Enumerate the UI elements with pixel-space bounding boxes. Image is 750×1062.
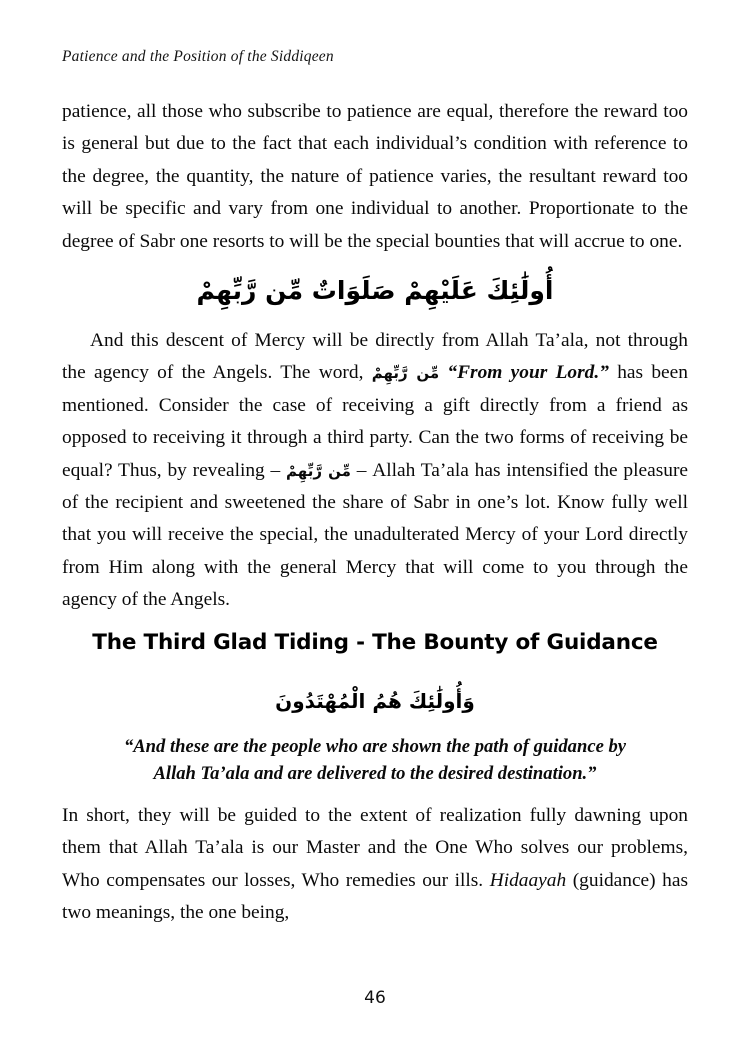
paragraph-tail-text: – Allah Ta’ala has intensified the pleasure of the recipient and sweetened the share of Sabr in one’s lot. Know fully well that you will receive the special, the unadulterated Mercy of your Lord directly from Him along with the general Mercy that will come to you through the agency of the Angels.: [62, 459, 689, 611]
verse-translation-block: [62, 733, 688, 787]
gloss-from-your-lord: “From your Lord.”: [447, 362, 609, 384]
verse-translation-line-2: Allah Ta’ala and are delivered to the desired destination.”: [153, 763, 597, 784]
closing-text-part-1: In short, they will be guided to the extent of realization fully dawning upon them that Allah Ta’ala is our Master and the One Who solves our problems, Who compensates our losses, Who remedies our ills.: [62, 805, 688, 891]
arabic-inline-min-rabbihim-1: مِّن رَّبِّهِمْ: [371, 364, 440, 383]
paragraph-mercy-descent: [62, 325, 688, 617]
page-number: 46: [364, 988, 386, 1008]
verse-translation-line-1: “And these are the people who are shown the path of guidance by: [123, 736, 627, 757]
section-heading-third-glad-tiding: The Third Glad Tiding - The Bounty of Guidance: [92, 630, 658, 655]
paragraph-mid-text: has been mentioned. Consider the case of receiving a gift directly from a friend as opposed to receiving it through a third party. Can the two forms of receiving be equal? Thus, by revealing –: [62, 362, 688, 481]
closing-text-part-2: (guidance) has two meanings, the one being,: [62, 869, 688, 924]
paragraph-lead-text: And this descent of Mercy will be directly from Allah Ta’ala, not through the agency of the Angels. The word,: [62, 330, 688, 384]
quran-verse-two: وَأُولَٰئِكَ هُمُ الْمُهْتَدُونَ: [275, 689, 475, 713]
arabic-inline-min-rabbihim-2: مِّن رَّبِّهِمْ: [286, 461, 351, 480]
quran-verse-one: أُولَٰئِكَ عَلَيْهِمْ صَلَوَاتٌ مِّن رَّبِّهِمْ: [196, 276, 554, 305]
paragraph-guidance-closing: [62, 800, 688, 930]
running-header: Patience and the Position of the Siddiqeen: [62, 48, 334, 65]
italic-term-hidaayah: Hidaayah: [489, 869, 567, 891]
paragraph-opening: patience, all those who subscribe to patience are equal, therefore the reward too is general but due to the fact that each individual’s condition with reference to the degree, the quantity, the nature of patience varies, the resultant reward too will be specific and vary from one individual to another. Proportionate to the degree of Sabr one resorts to will be the special bounties that will accrue to one.: [62, 101, 688, 252]
